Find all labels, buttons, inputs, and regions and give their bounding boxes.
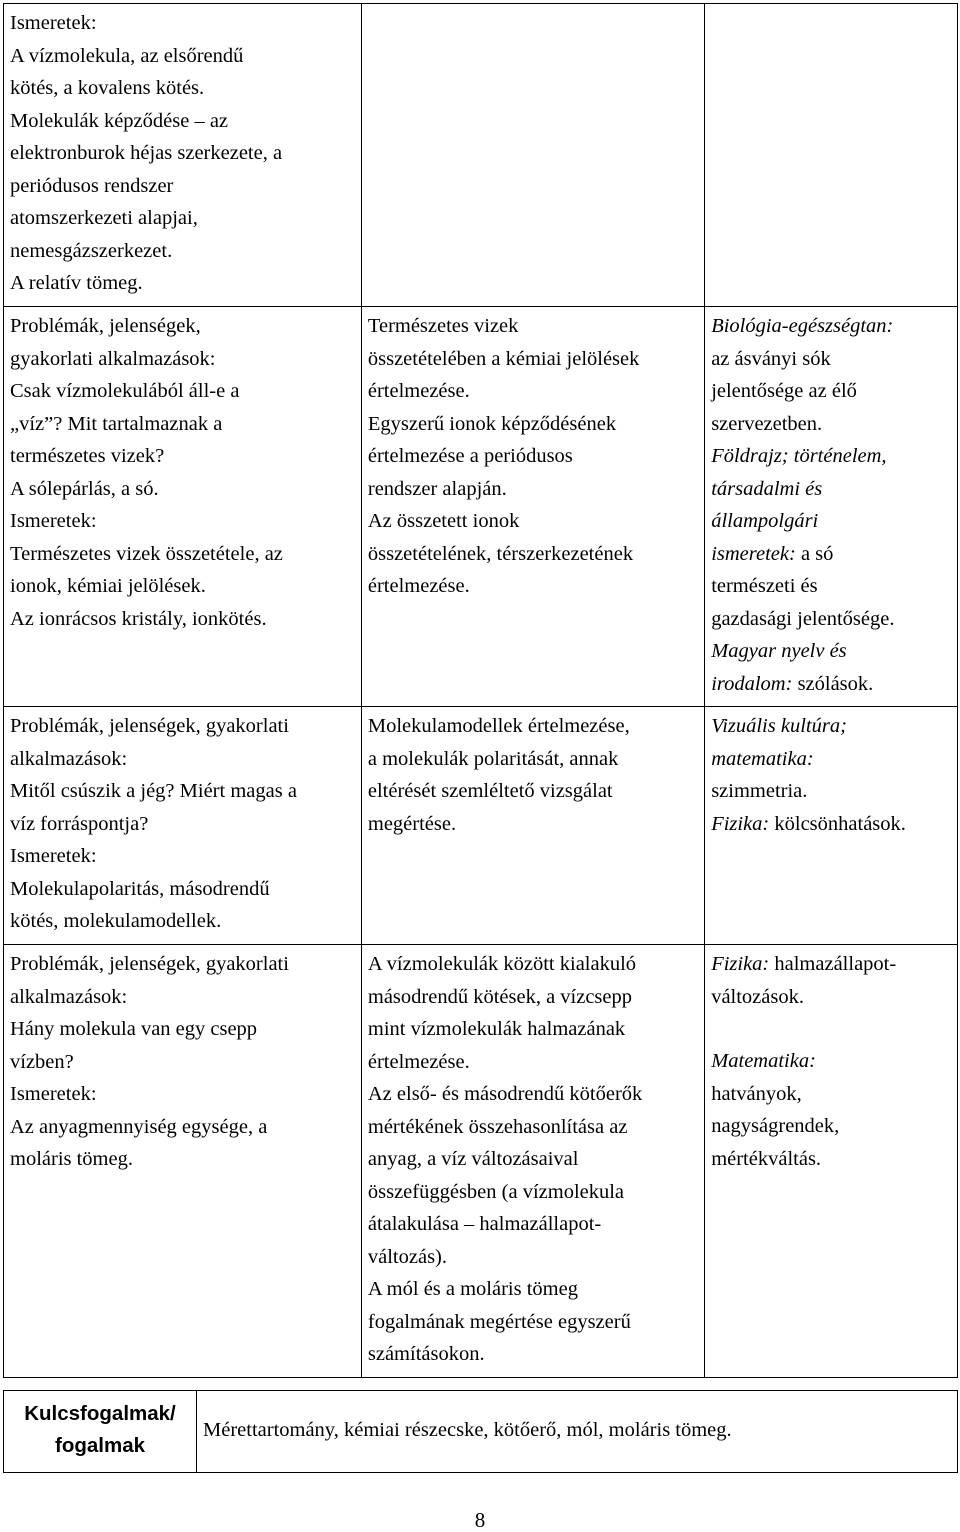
text-line: kötés, a kovalens kötés. <box>10 77 205 99</box>
text-line: Természetes vizek összetétele, az <box>10 542 283 565</box>
key-concepts-label-line1: Kulcsfogalmak/ <box>24 1402 176 1425</box>
text-line: a molekulák polaritását, annak <box>367 747 619 770</box>
key-concepts-label-line2: fogalmak <box>55 1434 145 1457</box>
text-line: gazdasági jelentősége. <box>711 607 895 630</box>
text-line: atomszerkezeti alapjai, <box>10 207 198 229</box>
text-line: mint vízmolekulák halmazának <box>367 1018 626 1040</box>
text-line: A vízmolekulák között kialakuló <box>367 953 637 975</box>
text-line: elektronburok héjas szerkezete, a <box>10 142 283 164</box>
text-line: az ásványi sók <box>711 347 831 370</box>
subject-label: Vizuális kultúra; <box>711 715 847 737</box>
text-line: Az ionrácsos kristály, ionkötés. <box>10 607 267 630</box>
key-concepts-table <box>3 1390 958 1473</box>
key-concepts-text: Mérettartomány, kémiai részecske, kötőerő, mól, moláris tömeg. <box>197 1391 958 1473</box>
row3-goals-cell <box>361 707 704 945</box>
text-fragment: kölcsönhatások. <box>769 812 906 835</box>
text-line: természeti és <box>711 575 818 597</box>
text-line: összefüggésben (a vízmolekula <box>367 1180 625 1203</box>
text-line: A mól és a moláris tömeg <box>367 1278 578 1300</box>
text-line: értelmezése. <box>367 1050 470 1073</box>
text-line: másodrendű kötések, a vízcsepp <box>367 985 633 1008</box>
row4-links-cell <box>705 945 958 1378</box>
key-concepts-row <box>4 1391 958 1473</box>
text-line: Az első- és másodrendű kötőerők <box>367 1083 643 1105</box>
text-line: nemesgázszerkezet. <box>10 239 173 262</box>
section-heading: Ismeretek: <box>10 845 97 867</box>
subject-label: matematika: <box>711 747 814 770</box>
section-heading: alkalmazások: <box>10 747 128 770</box>
text-line: Molekulamodellek értelmezése, <box>367 715 630 737</box>
text-line: Egyszerű ionok képződésének <box>367 412 617 435</box>
table-row <box>4 4 958 307</box>
text-line: átalakulása – halmazállapot- <box>367 1213 602 1235</box>
text-line: összetételében a kémiai jelölések <box>367 347 640 370</box>
text-line: Mitől csúszik a jég? Miért magas a <box>10 780 297 802</box>
subject-label: Magyar nyelv és <box>711 640 847 662</box>
text-line: rendszer alapján. <box>367 477 507 500</box>
text-line: számításokon. <box>367 1343 485 1365</box>
subject-label: Fizika: <box>711 953 770 975</box>
key-concepts-label <box>4 1391 197 1473</box>
text-line: anyag, a víz változásaival <box>367 1148 579 1170</box>
subject-label: Matematika: <box>711 1050 816 1072</box>
text-line: Hány molekula van egy csepp <box>10 1018 258 1040</box>
row2-topics-cell <box>4 307 362 707</box>
text-line: kötés, molekulamodellek. <box>10 910 222 932</box>
text-line: értelmezése. <box>367 380 470 402</box>
subject-label: Fizika: <box>711 812 770 835</box>
text-line: mértékváltás. <box>711 1147 822 1170</box>
text-line: moláris tömeg. <box>10 1148 133 1170</box>
text-line <box>711 808 951 841</box>
text-line: eltérését szemléltető vizsgálat <box>367 780 613 802</box>
text-line: változás). <box>367 1245 447 1268</box>
text-line: természetes vizek? <box>10 445 165 467</box>
text-line: A sólepárlás, a só. <box>10 477 159 500</box>
text-line: értelmezése. <box>367 575 470 597</box>
subject-label: ismeretek: <box>711 542 796 565</box>
text-line: szimmetria. <box>711 780 808 802</box>
text-line: nagyságrendek, <box>711 1115 840 1137</box>
section-heading: Ismeretek: <box>10 510 97 532</box>
curriculum-table <box>3 3 958 1378</box>
subject-label: állampolgári <box>711 510 819 532</box>
row1-lines <box>10 40 355 300</box>
text-fragment: halmazállapot- <box>769 953 897 975</box>
text-line: vízben? <box>10 1050 74 1073</box>
text-line: szervezetben. <box>711 412 823 435</box>
row2-goals-cell <box>361 307 704 707</box>
section-heading: Problémák, jelenségek, gyakorlati <box>10 953 289 975</box>
text-fragment: szólások. <box>792 672 874 695</box>
section-heading: alkalmazások: <box>10 985 128 1008</box>
text-line: ionok, kémiai jelölések. <box>10 575 206 597</box>
text-line: fogalmának megértése egyszerű <box>367 1310 631 1333</box>
row1-links-cell <box>705 4 958 307</box>
row4-goals-cell <box>361 945 704 1378</box>
text-line: mértékének összehasonlítása az <box>367 1115 628 1138</box>
text-line: Molekulapolaritás, másodrendű <box>10 877 270 900</box>
section-heading: Problémák, jelenségek, <box>10 315 201 337</box>
row4-topics-cell <box>4 945 362 1378</box>
table-row <box>4 307 958 707</box>
row1-goals-cell <box>361 4 704 307</box>
text-line <box>711 538 951 571</box>
table-row <box>4 707 958 945</box>
text-line: változások. <box>711 985 804 1008</box>
text-line: megértése. <box>367 812 457 835</box>
table-row <box>4 945 958 1378</box>
text-line: A vízmolekula, az elsőrendű <box>10 44 244 67</box>
subject-label: Biológia-egészségtan: <box>711 315 894 337</box>
text-line <box>711 668 951 701</box>
text-line: értelmezése a periódusos <box>367 445 573 467</box>
text-line: jelentősége az élő <box>711 380 857 402</box>
text-line: A relatív tömeg. <box>10 272 143 294</box>
row2-links-cell <box>705 307 958 707</box>
subject-label: Földrajz; történelem, <box>711 445 887 467</box>
text-line: „víz”? Mit tartalmaznak a <box>10 412 223 435</box>
text-line: Csak vízmolekulából áll-e a <box>10 380 240 402</box>
text-line: Molekulák képződése – az <box>10 109 229 132</box>
row3-topics-cell <box>4 707 362 945</box>
row3-links-cell <box>705 707 958 945</box>
subject-label: társadalmi és <box>711 477 823 500</box>
row1-topics-cell <box>4 4 362 307</box>
section-heading: Ismeretek: <box>10 1083 97 1105</box>
text-line: összetételének, térszerkezetének <box>367 542 634 565</box>
text-fragment: a só <box>795 542 834 565</box>
text-line: Az anyagmennyiség egysége, a <box>10 1115 268 1138</box>
spacer <box>711 1013 951 1045</box>
text-line: víz forráspontja? <box>10 812 149 835</box>
text-line: periódusos rendszer <box>10 174 174 197</box>
text-line: Az összetett ionok <box>367 510 520 532</box>
page-number: 8 <box>474 1508 486 1532</box>
subject-label: irodalom: <box>711 672 793 695</box>
text-line: hatványok, <box>711 1082 802 1105</box>
section-heading: Problémák, jelenségek, gyakorlati <box>10 715 289 737</box>
section-heading: Ismeretek: <box>10 12 97 34</box>
text-line <box>711 948 951 981</box>
text-line: Természetes vizek <box>367 315 519 337</box>
section-heading: gyakorlati alkalmazások: <box>10 347 216 370</box>
